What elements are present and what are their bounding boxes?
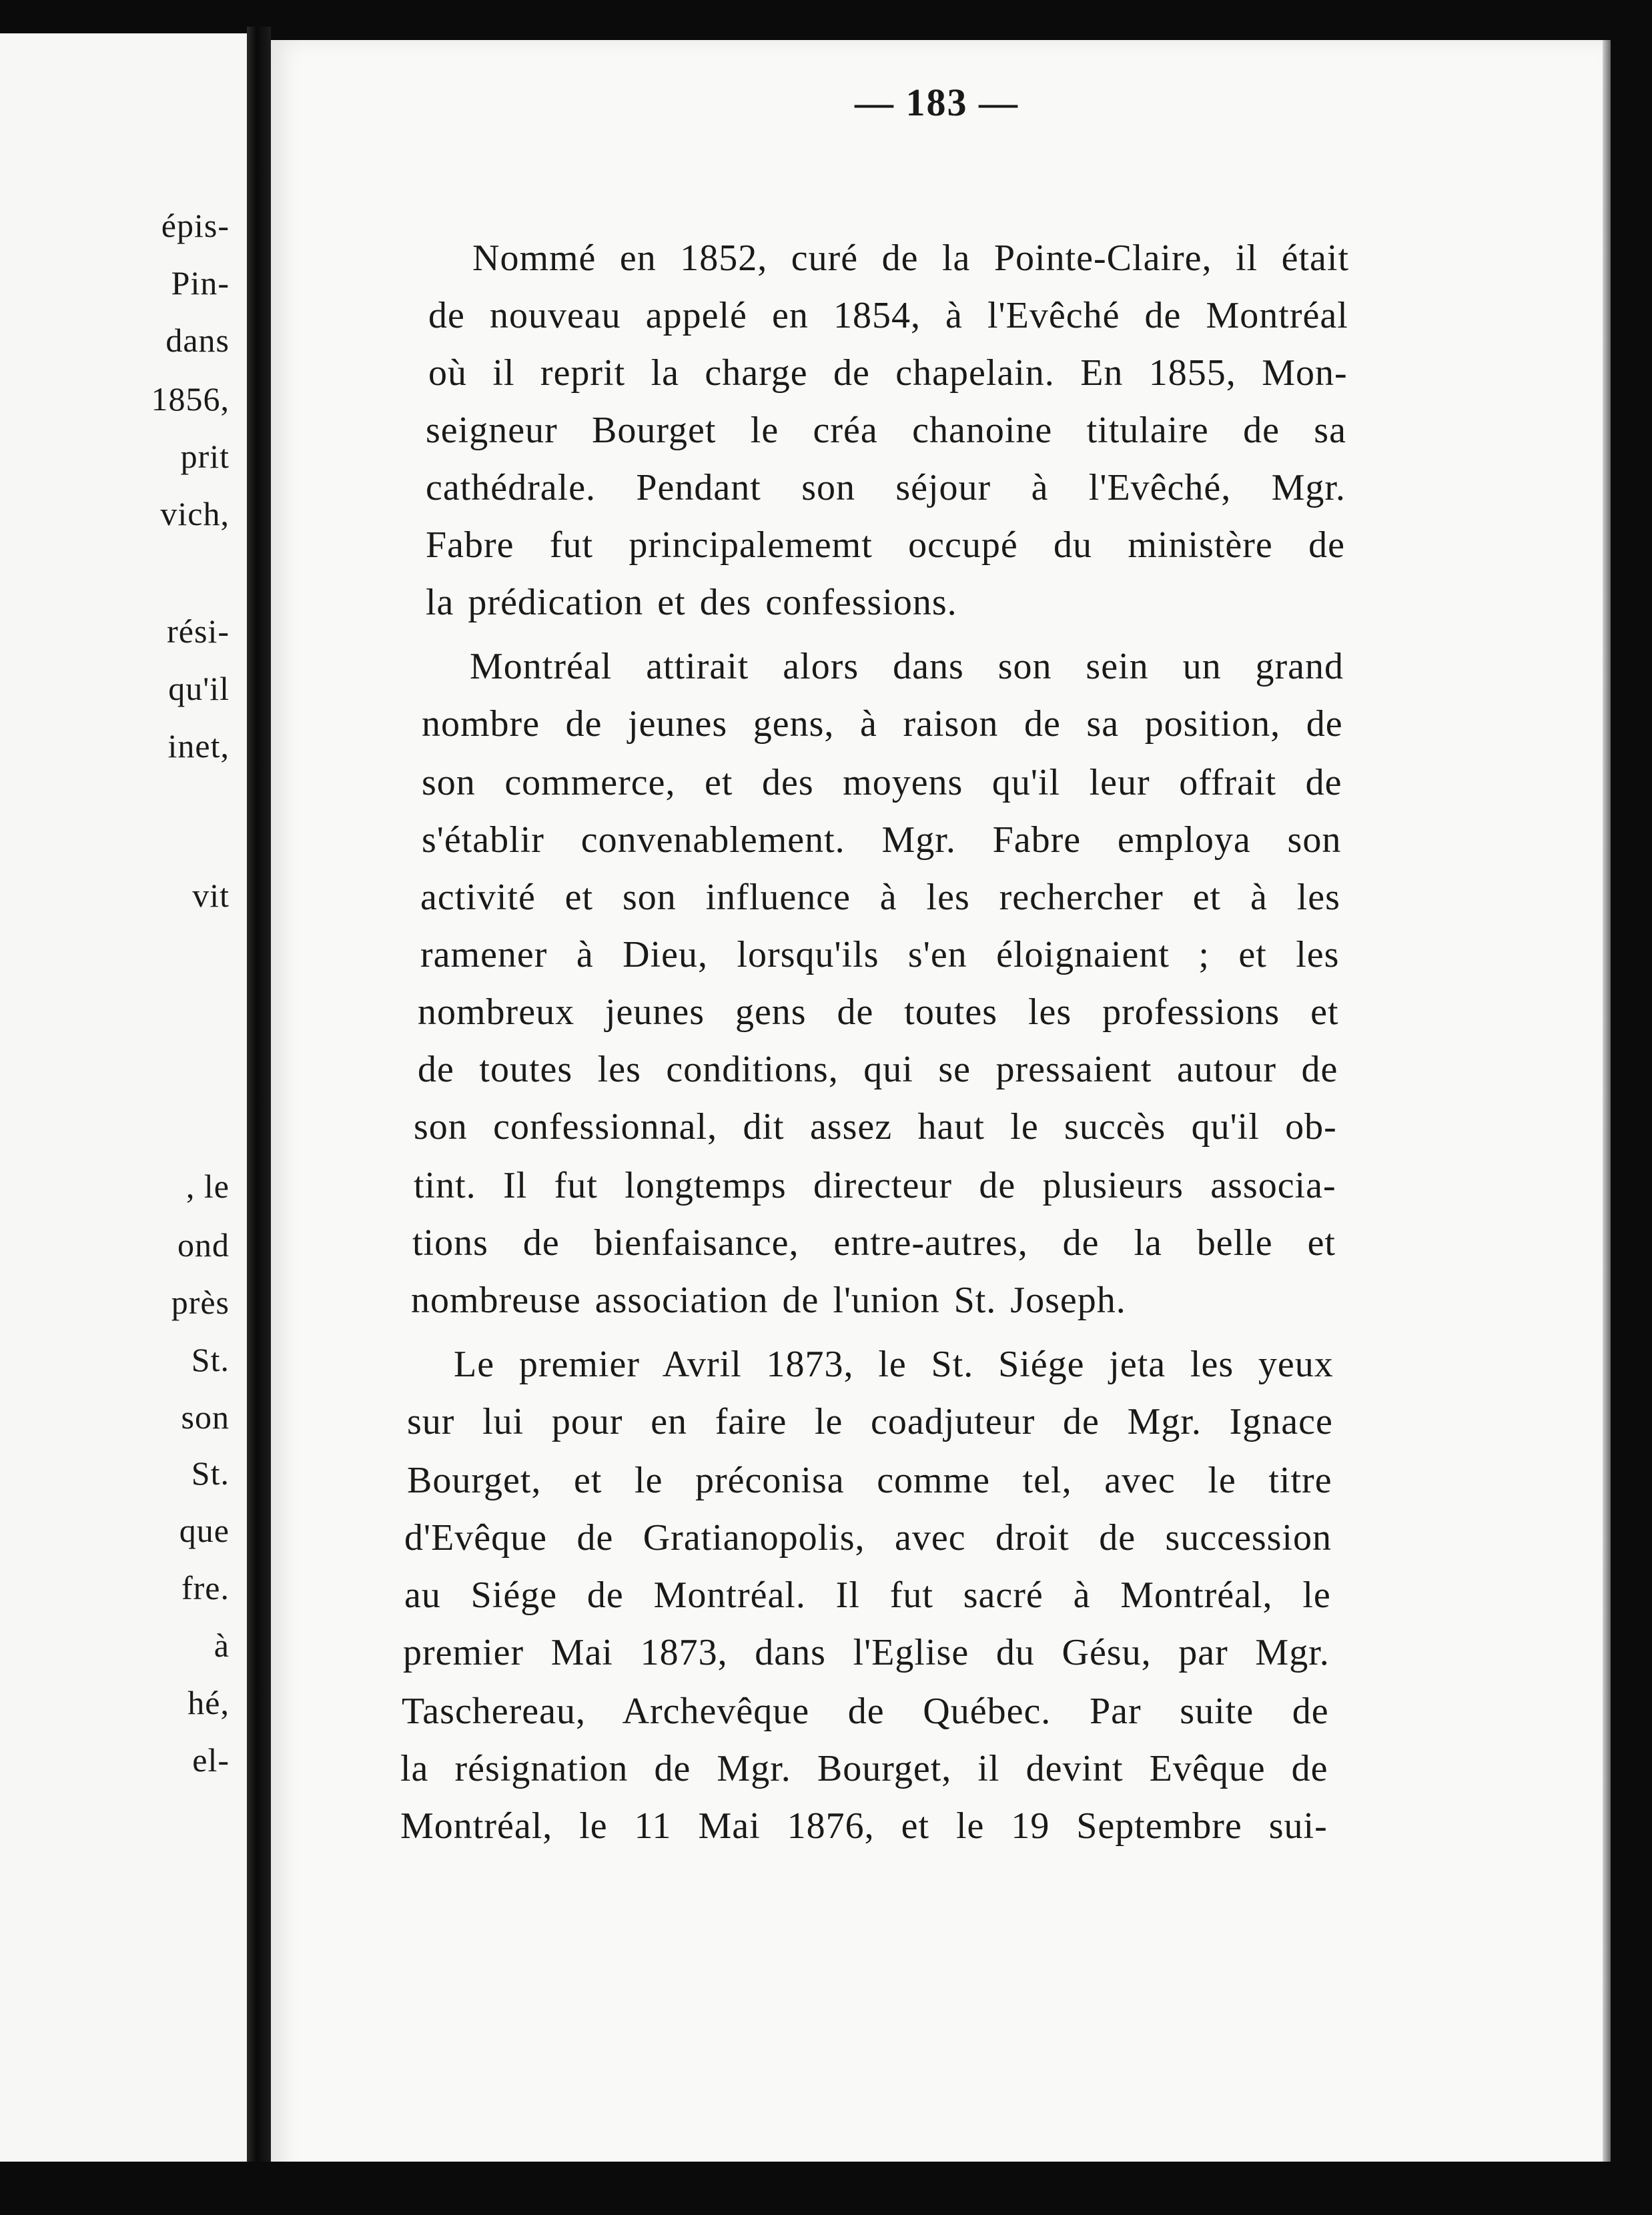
facing-page-fragment: fre. xyxy=(181,1569,230,1607)
facing-page-fragment: prit xyxy=(180,438,230,475)
text-line: Fabre fut principalememt occupé du ministère de xyxy=(426,524,1345,566)
text-line: sur lui pour en faire le coadjuteur de Mgr. Ignace xyxy=(407,1401,1333,1442)
text-line: seigneur Bourget le créa chanoine titulaire de sa xyxy=(426,410,1346,451)
text-line: de toutes les conditions, qui se pressaient autour de xyxy=(418,1049,1338,1090)
facing-page xyxy=(0,33,247,2188)
main-page xyxy=(271,40,1603,2202)
facing-page-fragment: vich, xyxy=(160,495,230,532)
text-line: tint. Il fut longtemps directeur de plusieurs associa- xyxy=(414,1165,1336,1206)
facing-page-fragment: ond xyxy=(177,1226,230,1264)
facing-page-fragment: St. xyxy=(191,1454,230,1492)
text-line: Montréal, le 11 Mai 1876, et le 19 Septembre sui- xyxy=(400,1805,1328,1847)
text-line: Taschereau, Archevêque de Québec. Par suite de xyxy=(402,1691,1329,1732)
text-line: d'Evêque de Gratianopolis, avec droit de succession xyxy=(404,1517,1332,1559)
text-line: nombreux jeunes gens de toutes les professions et xyxy=(418,991,1339,1033)
facing-page-fragment: épis- xyxy=(161,207,230,244)
text-line: nombreuse association de l'union St. Joseph. xyxy=(411,1280,1126,1321)
text-line: s'établir convenablement. Mgr. Fabre employa son xyxy=(422,819,1342,861)
facing-page-fragment: Pin- xyxy=(171,264,230,302)
facing-page-fragment: qu'il xyxy=(168,670,230,707)
facing-page-fragment: 1856, xyxy=(151,380,230,418)
text-line: la prédication et des confessions. xyxy=(426,582,957,623)
facing-page-fragment: , le xyxy=(185,1168,230,1205)
facing-page-fragment: son xyxy=(181,1398,230,1436)
text-line: ramener à Dieu, lorsqu'ils s'en éloignaient ; et les xyxy=(420,934,1340,975)
scan-border xyxy=(0,2162,1652,2215)
facing-page-fragment: à xyxy=(214,1627,230,1664)
facing-page-fragment: vit xyxy=(192,877,230,914)
text-line: la résignation de Mgr. Bourget, il devint Evêque de xyxy=(400,1748,1328,1789)
text-line: Bourget, et le préconisa comme tel, avec le titre xyxy=(407,1460,1332,1501)
facing-page-fragment: inet, xyxy=(167,727,230,765)
facing-page-fragment: St. xyxy=(191,1341,230,1378)
facing-page-fragment: rési- xyxy=(167,612,230,650)
text-line: Nommé en 1852, curé de la Pointe-Claire, il était xyxy=(472,238,1349,279)
text-line: où il reprit la charge de chapelain. En 1855, Mon- xyxy=(428,352,1348,394)
text-line: de nouveau appelé en 1854, à l'Evêché de Montréal xyxy=(428,295,1348,336)
facing-page-fragment: près xyxy=(171,1284,230,1321)
facing-page-fragment: que xyxy=(179,1512,230,1549)
text-line: son confessionnal, dit assez haut le succès qu'il ob- xyxy=(414,1106,1337,1148)
text-line: Le premier Avril 1873, le St. Siége jeta les yeux xyxy=(454,1344,1334,1385)
text-line: activité et son influence à les rechercher et à les xyxy=(420,877,1340,918)
facing-page-fragment: el- xyxy=(192,1741,230,1779)
text-line: premier Mai 1873, dans l'Eglise du Gésu, par Mgr. xyxy=(403,1632,1330,1673)
text-line: tions de bienfaisance, entre-autres, de la belle et xyxy=(412,1222,1336,1264)
page-number: — 183 — xyxy=(855,81,1019,124)
text-line: cathédrale. Pendant son séjour à l'Evêché, Mgr. xyxy=(426,467,1346,508)
facing-page-fragment: dans xyxy=(165,322,230,359)
facing-page-fragment: hé, xyxy=(187,1684,230,1721)
text-line: son commerce, et des moyens qu'il leur offrait de xyxy=(422,762,1342,803)
text-line: au Siége de Montréal. Il fut sacré à Montréal, le xyxy=(404,1575,1331,1616)
text-line: nombre de jeunes gens, à raison de sa position, de xyxy=(422,703,1343,745)
text-line: Montréal attirait alors dans son sein un grand xyxy=(470,646,1344,687)
page-edge xyxy=(1603,40,1611,2202)
book-gutter xyxy=(247,27,271,2195)
